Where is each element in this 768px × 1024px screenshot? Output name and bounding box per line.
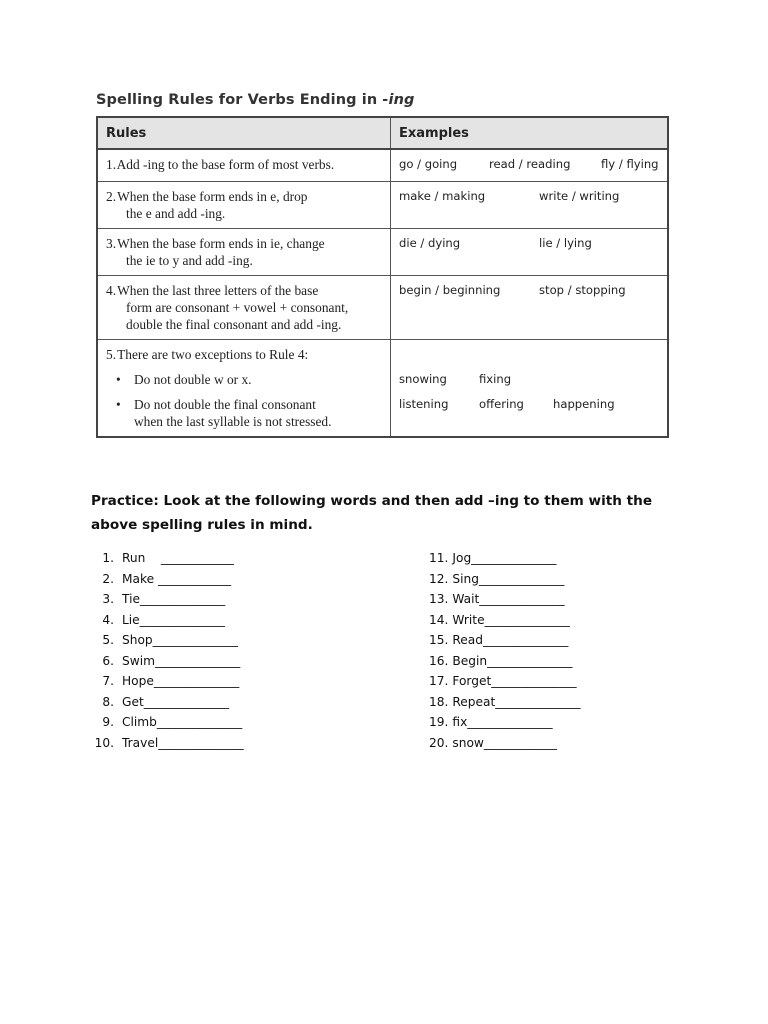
- exception-bullet: [106, 396, 384, 430]
- examples-column-header: Examples: [391, 117, 669, 149]
- table-header-row: [97, 117, 668, 149]
- title-suffix: -ing: [382, 92, 415, 108]
- practice-list-right: [429, 548, 581, 753]
- example-word: fly / flying: [601, 157, 659, 171]
- table-row: [97, 275, 668, 339]
- rule-cell: [97, 339, 391, 437]
- example-word: write / writing: [539, 188, 620, 203]
- rule-number: 5.: [106, 346, 117, 362]
- list-item[interactable]: 8. Get______________: [102, 694, 230, 709]
- list-item[interactable]: 11. Jog______________: [429, 551, 557, 565]
- bullet-icon: •: [116, 396, 121, 412]
- rule-cell: [97, 228, 391, 275]
- example-word: read / reading: [489, 157, 571, 171]
- table-row: [97, 181, 668, 228]
- example-word: listening: [399, 396, 449, 411]
- title-main: Spelling Rules for Verbs Ending in: [96, 92, 383, 108]
- example-word: stop / stopping: [539, 282, 626, 297]
- list-item[interactable]: 9. Climb______________: [102, 715, 243, 729]
- list-item[interactable]: 3. Tie______________: [102, 592, 226, 606]
- bullet-text: Do not double w or x.: [134, 371, 252, 387]
- rule-number: 1.: [106, 157, 117, 172]
- example-word: lie / lying: [539, 235, 592, 250]
- rule-cell: [97, 181, 391, 228]
- rule-text: When the base form ends in ie, change: [117, 235, 325, 251]
- example-word: make / making: [399, 188, 486, 203]
- rule-text: the ie to y and add -ing.: [126, 252, 253, 268]
- rule-text: the e and add -ing.: [126, 205, 226, 221]
- list-item[interactable]: 13. Wait______________: [429, 592, 565, 606]
- rule-number: 2.: [106, 188, 117, 204]
- bullet-text: when the last syllable is not stressed.: [134, 413, 332, 429]
- list-item[interactable]: 7. Hope______________: [102, 674, 240, 688]
- example-word: offering: [479, 396, 524, 411]
- example-word: go / going: [399, 157, 458, 171]
- list-item[interactable]: 10. Travel______________: [94, 735, 244, 750]
- list-item[interactable]: 17. Forget______________: [429, 674, 577, 688]
- rule-number: 4.: [106, 282, 117, 298]
- example-word: happening: [553, 396, 615, 411]
- list-item[interactable]: 18. Repeat______________: [429, 694, 581, 709]
- list-item[interactable]: 5. Shop______________: [102, 633, 238, 647]
- bullet-icon: •: [116, 371, 121, 387]
- rule-text: Add -ing to the base form of most verbs.: [116, 157, 335, 172]
- practice-list-left: [92, 548, 244, 753]
- examples-cell: [391, 149, 669, 181]
- rule-text: double the final consonant and add -ing.: [126, 316, 342, 332]
- list-item[interactable]: 2. Make ____________: [102, 571, 232, 586]
- example-word: fixing: [479, 371, 512, 386]
- list-item[interactable]: 6. Swim______________: [102, 653, 241, 668]
- spelling-rules-title: [96, 92, 415, 108]
- rule-cell: [97, 275, 391, 339]
- example-word: snowing: [399, 371, 447, 386]
- list-item[interactable]: 12. Sing______________: [429, 571, 565, 586]
- list-item[interactable]: 20. snow____________: [429, 735, 558, 750]
- rules-column-header: Rules: [97, 117, 391, 149]
- example-word: die / dying: [399, 235, 461, 250]
- rule-text: When the last three letters of the base: [117, 282, 319, 298]
- rule-text: There are two exceptions to Rule 4:: [117, 346, 309, 362]
- rule-cell: [97, 149, 391, 181]
- rule-text: When the base form ends in e, drop: [117, 188, 308, 204]
- table-row: [97, 149, 668, 181]
- examples-cell: [391, 339, 669, 437]
- bullet-text: Do not double the final consonant: [134, 396, 316, 412]
- examples-cell: [391, 228, 669, 275]
- example-word: begin / beginning: [399, 282, 501, 297]
- exception-bullet: [106, 371, 384, 388]
- rule-number: 3.: [106, 235, 117, 251]
- spelling-rules-table: [96, 116, 669, 438]
- table-row: [97, 228, 668, 275]
- rule-text: form are consonant + vowel + consonant,: [126, 299, 349, 315]
- list-item[interactable]: 14. Write______________: [429, 612, 570, 627]
- list-item[interactable]: 15. Read______________: [429, 633, 569, 647]
- examples-cell: [391, 181, 669, 228]
- list-item[interactable]: 4. Lie______________: [102, 612, 225, 627]
- practice-instructions: Practice: Look at the following words and then add –ing to them with the above spelling rules in mind.: [91, 493, 653, 533]
- examples-cell: [391, 275, 669, 339]
- list-item[interactable]: 19. fix______________: [429, 715, 553, 729]
- list-item[interactable]: 16. Begin______________: [429, 653, 573, 668]
- list-item[interactable]: 1. Run ____________: [102, 551, 234, 565]
- table-row: [97, 339, 668, 437]
